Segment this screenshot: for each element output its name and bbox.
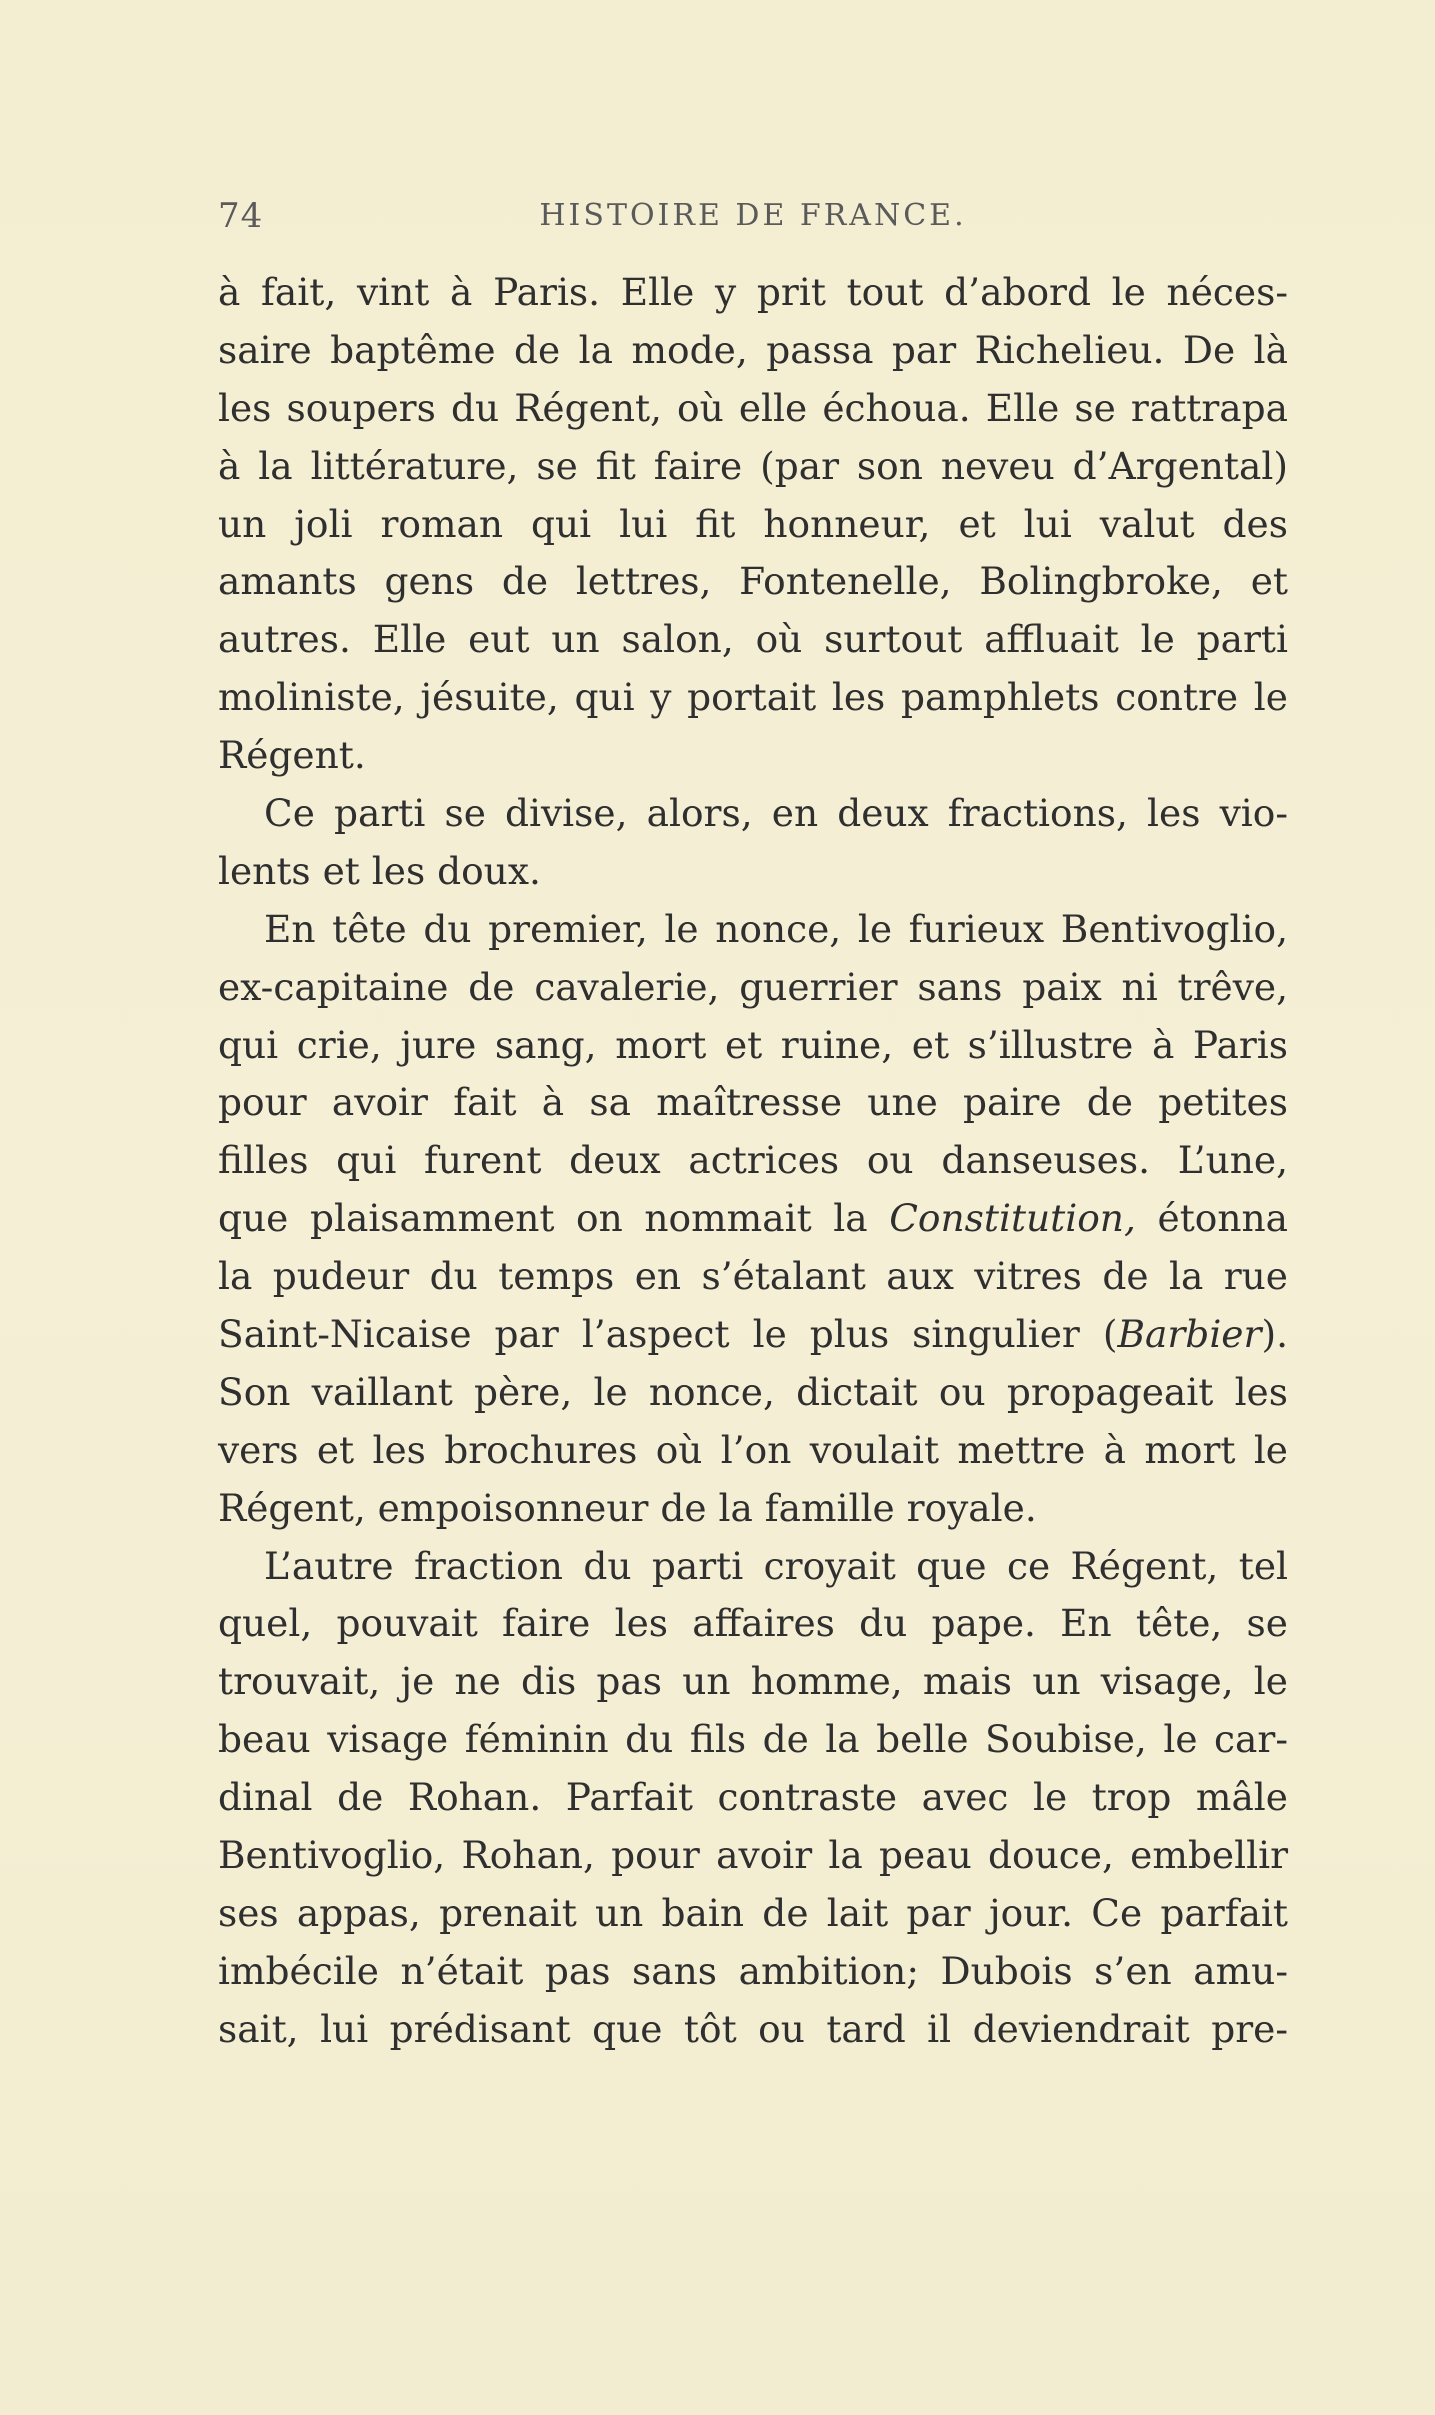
page-header xyxy=(218,196,1288,256)
text-line: à la littérature, se fit faire (par son neveu d’Argental) xyxy=(218,443,1288,488)
text-segment: ). xyxy=(1261,1312,1288,1357)
text-line: vers et les brochures où l’on voulait mettre à mort le xyxy=(218,1427,1288,1472)
text-line: sait, lui prédisant que tôt ou tard il deviendrait pre- xyxy=(218,2006,1288,2051)
text-line: L’autre fraction du parti croyait que ce Régent, tel xyxy=(264,1543,1288,1588)
text-line-mixed xyxy=(218,1306,1288,1364)
text-line: En tête du premier, le nonce, le furieux Bentivoglio, xyxy=(264,906,1288,951)
text-segment: que plaisamment on nommait la xyxy=(218,1196,890,1241)
text-line: trouvait, je ne dis pas un homme, mais un visage, le xyxy=(218,1659,1288,1704)
text-line: amants gens de lettres, Fontenelle, Bolingbroke, et xyxy=(218,559,1288,604)
text-line: moliniste, jésuite, qui y portait les pamphlets contre le xyxy=(218,675,1288,720)
italic-title: Constitution, xyxy=(889,1196,1136,1241)
italic-citation: Barbier xyxy=(1117,1312,1262,1357)
text-line: beau visage féminin du fils de la belle Soubise, le car- xyxy=(218,1717,1288,1762)
text-line: dinal de Rohan. Parfait contraste avec le trop mâle xyxy=(218,1775,1288,1820)
text-line: Ce parti se divise, alors, en deux fractions, les vio- xyxy=(264,791,1288,836)
body-text xyxy=(218,264,1288,2059)
page-number: 74 xyxy=(218,196,264,236)
text-line: Son vaillant père, le nonce, dictait ou propageait les xyxy=(218,1369,1288,1414)
text-line: filles qui furent deux actrices ou danseuses. L’une, xyxy=(218,1138,1288,1183)
text-line: Régent. xyxy=(218,733,366,778)
running-title: HISTOIRE DE FRANCE. xyxy=(539,198,967,233)
text-line: saire baptême de la mode, passa par Richelieu. De là xyxy=(218,327,1288,372)
text-segment: Saint-Nicaise par l’aspect le plus singulier ( xyxy=(218,1312,1118,1357)
text-line: les soupers du Régent, où elle échoua. Elle se rattrapa xyxy=(218,385,1288,430)
text-line: autres. Elle eut un salon, où surtout affluait le parti xyxy=(218,617,1288,662)
text-line: imbécile n’était pas sans ambition; Dubois s’en amu- xyxy=(218,1948,1288,1993)
text-line: la pudeur du temps en s’étalant aux vitres de la rue xyxy=(218,1254,1288,1299)
text-line: pour avoir fait à sa maîtresse une paire de petites xyxy=(218,1080,1288,1125)
text-segment: étonna xyxy=(1135,1196,1288,1241)
text-line-mixed xyxy=(218,1190,1288,1248)
text-line: à fait, vint à Paris. Elle y prit tout d’abord le néces- xyxy=(218,270,1288,314)
text-line: ses appas, prenait un bain de lait par jour. Ce parfait xyxy=(218,1890,1288,1935)
text-line: un joli roman qui lui fit honneur, et lui valut des xyxy=(218,501,1288,546)
text-line: Régent, empoisonneur de la famille royale. xyxy=(218,1485,1037,1530)
text-line: qui crie, jure sang, mort et ruine, et s’illustre à Paris xyxy=(218,1022,1288,1067)
text-line: quel, pouvait faire les affaires du pape. En tête, se xyxy=(218,1601,1288,1646)
text-line: Bentivoglio, Rohan, pour avoir la peau douce, embellir xyxy=(218,1833,1288,1878)
text-line: ex-capitaine de cavalerie, guerrier sans paix ni trêve, xyxy=(218,964,1288,1009)
text-line: lents et les doux. xyxy=(218,848,541,893)
